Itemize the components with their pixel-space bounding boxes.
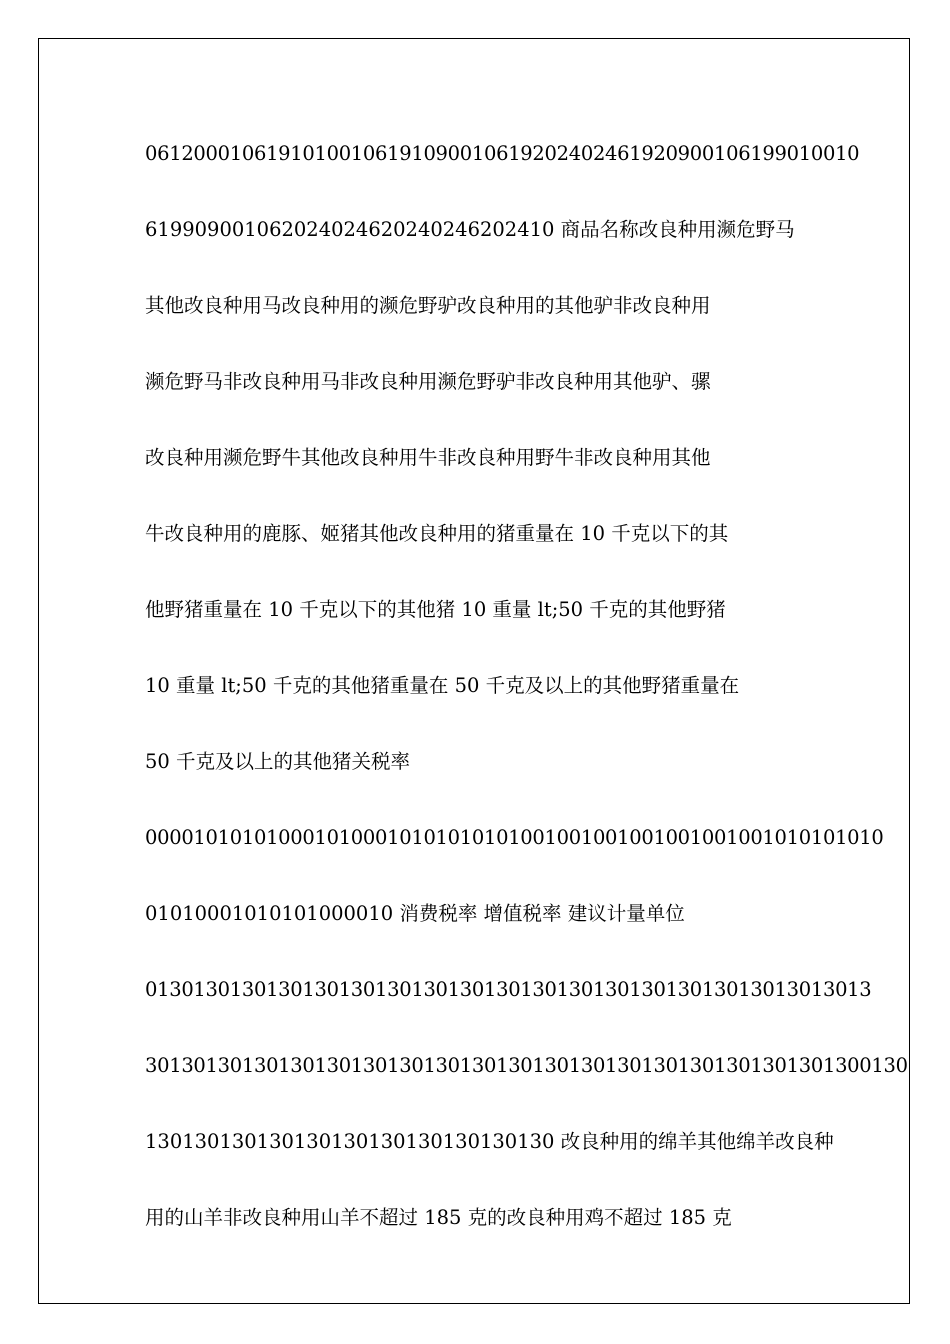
text-line-5: 改良种用濒危野牛其他改良种用牛非改良种用野牛非改良种用其他 xyxy=(145,446,711,469)
text-line-13: 301301301301301301301301301301301301301301301301301301301300130 xyxy=(145,1054,908,1077)
text-line-8: 10 重量 lt;50 千克的其他猪重量在 50 千克及以上的其他野猪重量在 xyxy=(145,674,740,697)
text-line-14: 130130130130130130130130130130130 改良种用的绵羊其他绵羊改良种 xyxy=(145,1130,834,1153)
document-body xyxy=(145,136,908,1276)
text-line-2: 619909001062024024620240246202410 商品名称改良种用濒危野马 xyxy=(145,218,795,241)
text-line-9: 50 千克及以上的其他猪关税率 xyxy=(145,750,411,773)
text-line-6: 牛改良种用的鹿豚、姬猪其他改良种用的猪重量在 10 千克以下的其 xyxy=(145,522,729,545)
text-line-3: 其他改良种用马改良种用的濒危野驴改良种用的其他驴非改良种用 xyxy=(145,294,711,317)
text-line-7: 他野猪重量在 10 千克以下的其他猪 10 重量 lt;50 千克的其他野猪 xyxy=(145,598,726,621)
text-line-12: 013013013013013013013013013013013013013013013013013013013013 xyxy=(145,978,872,1001)
text-line-4: 濒危野马非改良种用马非改良种用濒危野驴非改良种用其他驴、骡 xyxy=(145,370,711,393)
text-line-1: 06120001061910100106191090010619202402461920900106199010010 xyxy=(145,142,860,165)
text-line-11: 01010001010101000010 消费税率 增值税率 建议计量单位 xyxy=(145,902,685,925)
text-line-15: 用的山羊非改良种用山羊不超过 185 克的改良种用鸡不超过 185 克 xyxy=(145,1206,732,1229)
text-line-10: 0000101010100010100010101010101001001001001001001001010101010 xyxy=(145,826,884,849)
